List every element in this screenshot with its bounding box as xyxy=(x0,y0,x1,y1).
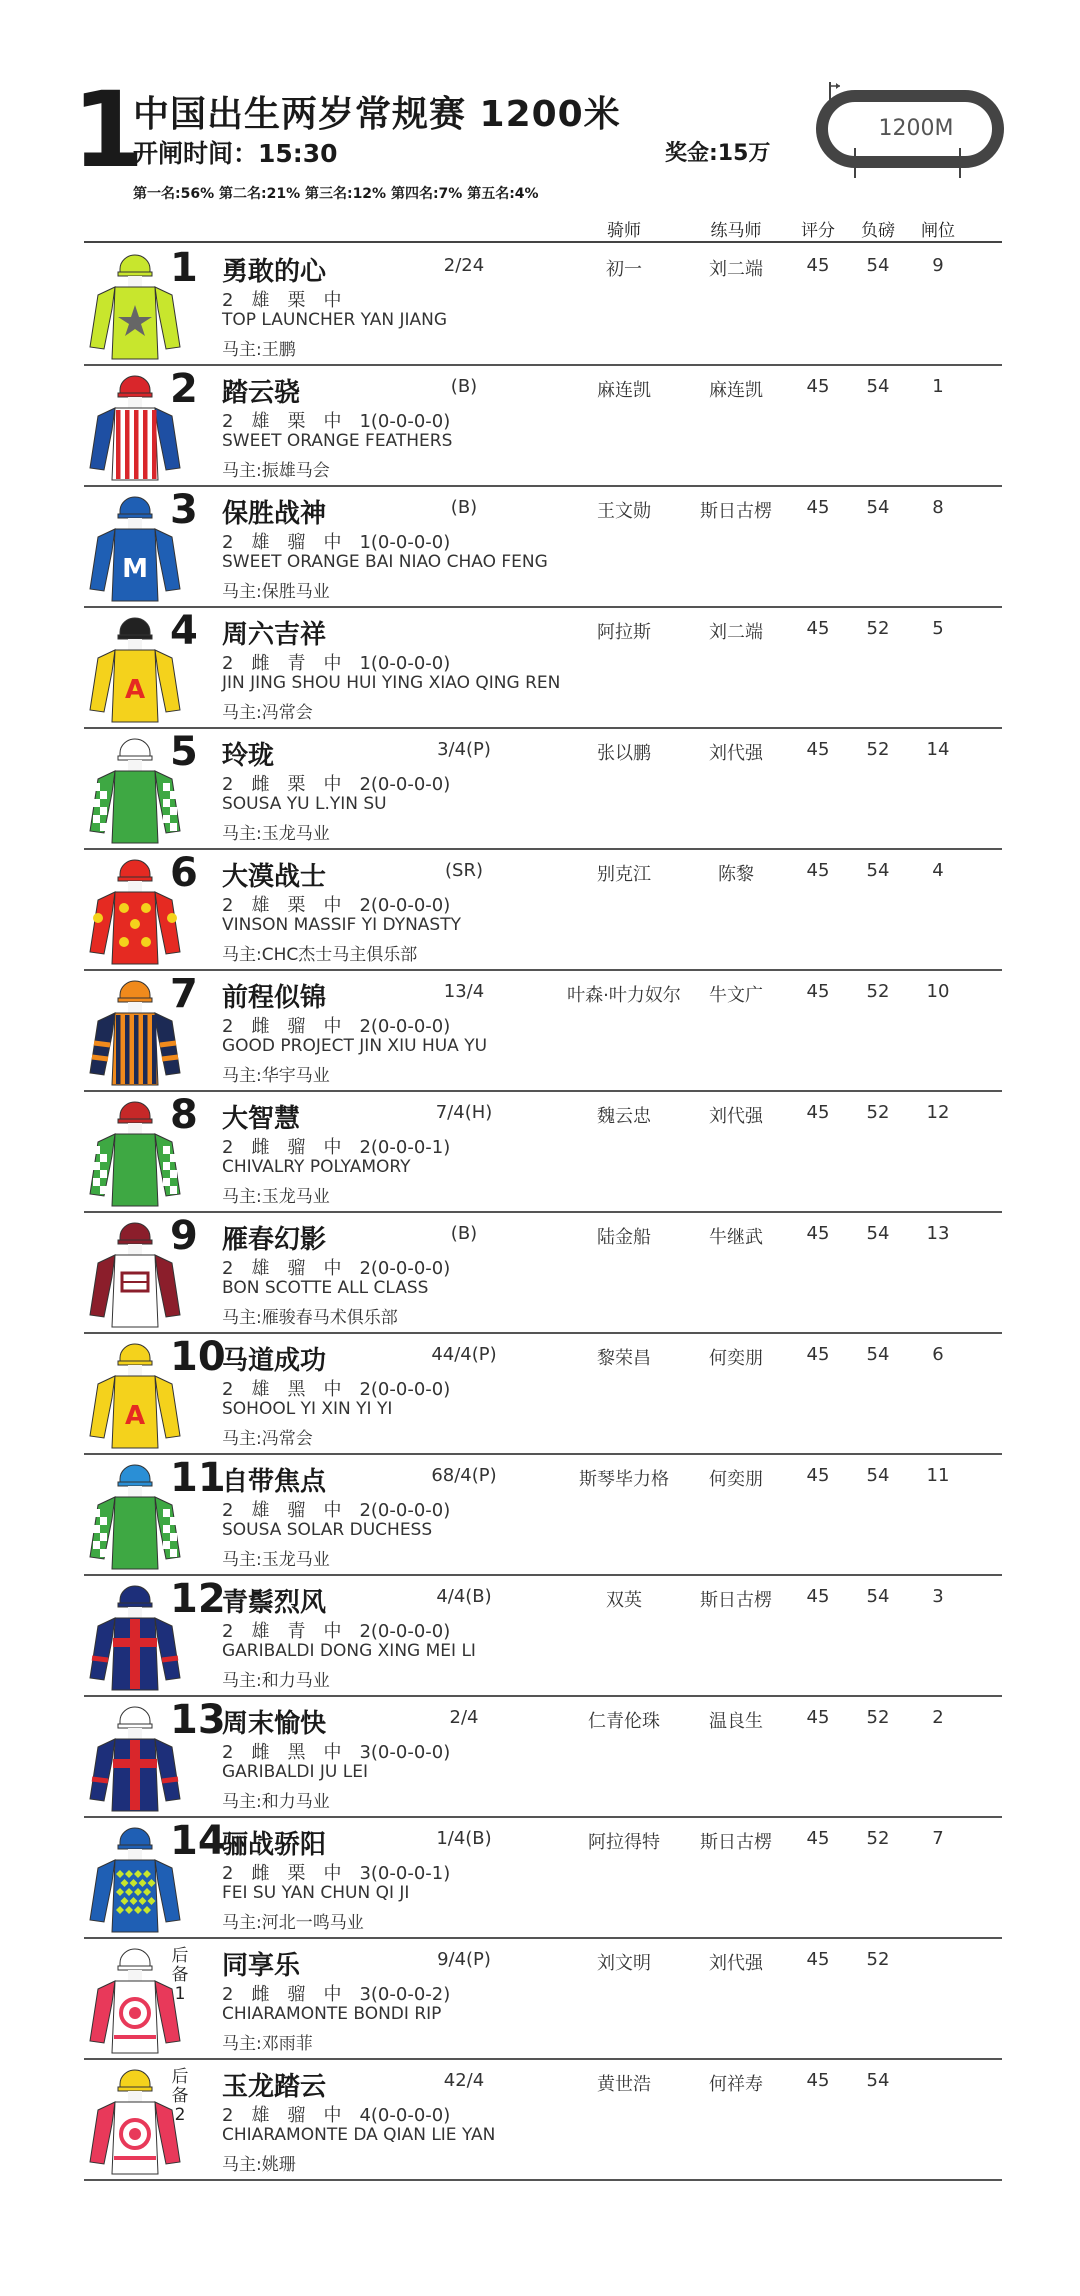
column-header-trainer: 练马师 xyxy=(710,221,762,241)
horse-name: 大智慧 xyxy=(222,1104,301,1134)
horse-number: 9 xyxy=(170,1213,198,1259)
horse-pedigree: FEI SU YAN CHUN QI JI xyxy=(222,1883,410,1903)
weight-cell: 54 xyxy=(866,2070,890,2091)
horse-tag: 68/4(P) xyxy=(431,1465,497,1486)
rating-cell: 45 xyxy=(806,1102,830,1123)
horse-stats: 2 雄 栗 中 xyxy=(222,290,342,311)
win-percentage-line: 第一名:56% 第二名:21% 第三名:12% 第四名:7% 第五名:4% xyxy=(133,186,539,202)
jockey-cell: 黎荣昌 xyxy=(597,1348,651,1369)
horse-pedigree: SOUSA SOLAR DUCHESS xyxy=(222,1520,433,1540)
horse-owner: 马主:玉龙马业 xyxy=(222,824,330,844)
horse-stats: 2 雌 栗 中 3(0-0-0-1) xyxy=(222,1863,451,1884)
race-entry-row xyxy=(84,1816,1002,1939)
start-time: 开闸时间：15:30 xyxy=(133,139,338,168)
horse-stats: 2 雌 骝 中 2(0-0-0-1) xyxy=(222,1137,451,1158)
horse-owner: 马主:姚珊 xyxy=(222,2155,296,2175)
horse-number: 12 xyxy=(170,1576,226,1622)
race-entry-row xyxy=(84,485,1002,608)
race-entry-row xyxy=(84,1937,1002,2060)
horse-owner: 马主:王鹏 xyxy=(222,340,296,360)
horse-tag: (B) xyxy=(450,376,478,397)
horse-tag: (B) xyxy=(450,497,478,518)
draw-cell: 11 xyxy=(926,1465,950,1486)
horse-number: 11 xyxy=(170,1455,226,1501)
race-entry-row xyxy=(84,1574,1002,1697)
race-number: 1 xyxy=(72,69,145,191)
draw-cell: 4 xyxy=(932,860,944,881)
race-entry-row xyxy=(84,1211,1002,1334)
jockey-cell: 阿拉得特 xyxy=(588,1832,660,1853)
weight-cell: 52 xyxy=(866,1949,890,1970)
horse-name: 骊战骄阳 xyxy=(222,1830,327,1860)
race-title: 中国出生两岁常规赛 1200米 xyxy=(133,94,621,135)
horse-pedigree: TOP LAUNCHER YAN JIANG xyxy=(222,310,448,330)
race-entry-row xyxy=(84,1090,1002,1213)
horse-tag: 13/4 xyxy=(443,981,485,1002)
rating-cell: 45 xyxy=(806,2070,830,2091)
reserve-label: 后备1 xyxy=(171,1946,189,2004)
horse-tag: 2/4 xyxy=(449,1707,479,1728)
horse-owner: 马主:保胜马业 xyxy=(222,582,330,602)
horse-owner: 马主:和力马业 xyxy=(222,1792,330,1812)
race-entry-row xyxy=(84,364,1002,487)
horse-owner: 马主:CHC杰士马主俱乐部 xyxy=(222,945,418,965)
weight-cell: 54 xyxy=(866,255,890,276)
horse-name: 前程似锦 xyxy=(222,983,327,1013)
jockey-cell: 黄世浩 xyxy=(597,2074,651,2095)
horse-stats: 2 雄 骝 中 1(0-0-0-0) xyxy=(222,532,451,553)
horse-tag: 7/4(H) xyxy=(435,1102,493,1123)
rating-cell: 45 xyxy=(806,1465,830,1486)
rating-cell: 45 xyxy=(806,860,830,881)
horse-tag: 42/4 xyxy=(443,2070,485,2091)
horse-name: 大漠战士 xyxy=(222,862,327,892)
horse-pedigree: SWEET ORANGE BAI NIAO CHAO FENG xyxy=(222,552,548,572)
horse-stats: 2 雄 黑 中 2(0-0-0-0) xyxy=(222,1379,451,1400)
jockey-cell: 斯琴毕力格 xyxy=(579,1469,669,1490)
rating-cell: 45 xyxy=(806,1828,830,1849)
horse-name: 保胜战神 xyxy=(222,499,327,529)
column-header-weight: 负磅 xyxy=(861,221,895,241)
race-entry-row xyxy=(84,727,1002,850)
draw-cell: 7 xyxy=(932,1828,944,1849)
horse-number: 3 xyxy=(170,487,198,533)
weight-cell: 52 xyxy=(866,739,890,760)
weight-cell: 54 xyxy=(866,497,890,518)
horse-number: 14 xyxy=(170,1818,226,1864)
horse-stats: 2 雌 骝 中 2(0-0-0-0) xyxy=(222,1016,451,1037)
horse-tag: 4/4(B) xyxy=(436,1586,492,1607)
race-entry-row xyxy=(84,1332,1002,1455)
horse-name: 雁春幻影 xyxy=(222,1225,327,1255)
weight-cell: 52 xyxy=(866,1102,890,1123)
draw-cell: 14 xyxy=(926,739,950,760)
horse-tag: 1/4(B) xyxy=(436,1828,492,1849)
jockey-cell: 魏云忠 xyxy=(597,1106,651,1127)
horse-pedigree: GARIBALDI DONG XING MEI LI xyxy=(222,1641,476,1661)
horse-stats: 2 雌 青 中 1(0-0-0-0) xyxy=(222,653,451,674)
race-entry-row xyxy=(84,2058,1002,2181)
column-header-rating: 评分 xyxy=(801,221,835,241)
rating-cell: 45 xyxy=(806,1949,830,1970)
horse-pedigree: CHIARAMONTE DA QIAN LIE YAN xyxy=(222,2125,496,2145)
prize-money: 奖金:15万 xyxy=(665,141,771,166)
trainer-cell: 刘代强 xyxy=(709,1106,763,1127)
draw-cell: 6 xyxy=(932,1344,944,1365)
horse-pedigree: VINSON MASSIF YI DYNASTY xyxy=(222,915,461,935)
trainer-cell: 刘二端 xyxy=(709,622,763,643)
column-header-jockey: 骑师 xyxy=(607,221,641,241)
horse-owner: 马主:冯常会 xyxy=(222,703,313,723)
rating-cell: 45 xyxy=(806,1344,830,1365)
reserve-label: 后备2 xyxy=(171,2067,189,2125)
weight-cell: 54 xyxy=(866,1223,890,1244)
horse-name: 自带焦点 xyxy=(222,1467,327,1497)
horse-stats: 2 雄 骝 中 2(0-0-0-0) xyxy=(222,1258,451,1279)
rating-cell: 45 xyxy=(806,1223,830,1244)
horse-owner: 马主:华宇马业 xyxy=(222,1066,330,1086)
distance-badge: 1200M xyxy=(878,116,954,141)
horse-stats: 2 雄 栗 中 2(0-0-0-0) xyxy=(222,895,451,916)
race-entry-row xyxy=(84,1453,1002,1576)
jockey-cell: 阿拉斯 xyxy=(597,622,651,643)
race-entry-row xyxy=(84,1695,1002,1818)
horse-pedigree: JIN JING SHOU HUI YING XIAO QING REN xyxy=(222,673,561,693)
horse-owner: 马主:邓雨菲 xyxy=(222,2034,313,2054)
race-entry-row xyxy=(84,848,1002,971)
trainer-cell: 牛继武 xyxy=(709,1227,763,1248)
horse-tag: 44/4(P) xyxy=(431,1344,497,1365)
horse-name: 玲珑 xyxy=(222,741,275,771)
horse-number: 1 xyxy=(170,245,198,291)
rating-cell: 45 xyxy=(806,1707,830,1728)
horse-number: 2 xyxy=(170,366,198,412)
trainer-cell: 刘二端 xyxy=(709,259,763,280)
horse-tag: 9/4(P) xyxy=(437,1949,491,1970)
horse-number: 13 xyxy=(170,1697,226,1743)
horse-name: 马道成功 xyxy=(222,1346,327,1376)
trainer-cell: 陈黎 xyxy=(718,864,754,885)
horse-pedigree: GARIBALDI JU LEI xyxy=(222,1762,368,1782)
jockey-cell: 双英 xyxy=(606,1590,642,1611)
race-entry-row xyxy=(84,969,1002,1092)
horse-number: 10 xyxy=(170,1334,226,1380)
jockey-cell: 张以鹏 xyxy=(597,743,651,764)
horse-owner: 马主:振雄马会 xyxy=(222,461,330,481)
horse-stats: 2 雌 栗 中 2(0-0-0-0) xyxy=(222,774,451,795)
column-header-draw: 闸位 xyxy=(921,221,955,241)
draw-cell: 12 xyxy=(926,1102,950,1123)
horse-name: 踏云骁 xyxy=(222,378,301,408)
jockey-cell: 刘文明 xyxy=(597,1953,651,1974)
trainer-cell: 何奕朋 xyxy=(709,1469,763,1490)
horse-number: 6 xyxy=(170,850,198,896)
horse-stats: 2 雄 骝 中 4(0-0-0-0) xyxy=(222,2105,451,2126)
horse-tag: (B) xyxy=(450,1223,478,1244)
draw-cell: 5 xyxy=(932,618,944,639)
horse-tag: 3/4(P) xyxy=(437,739,491,760)
horse-stats: 2 雄 青 中 2(0-0-0-0) xyxy=(222,1621,451,1642)
horse-pedigree: SOUSA YU L.YIN SU xyxy=(222,794,387,814)
horse-owner: 马主:和力马业 xyxy=(222,1671,330,1691)
trainer-cell: 刘代强 xyxy=(709,1953,763,1974)
horse-pedigree: GOOD PROJECT JIN XIU HUA YU xyxy=(222,1036,488,1056)
jockey-cell: 初一 xyxy=(606,259,642,280)
weight-cell: 54 xyxy=(866,860,890,881)
horse-pedigree: SWEET ORANGE FEATHERS xyxy=(222,431,453,451)
horse-pedigree: CHIVALRY POLYAMORY xyxy=(222,1157,411,1177)
weight-cell: 52 xyxy=(866,1828,890,1849)
horse-number: 4 xyxy=(170,608,198,654)
horse-name: 同享乐 xyxy=(222,1951,301,1981)
rating-cell: 45 xyxy=(806,1586,830,1607)
rating-cell: 45 xyxy=(806,255,830,276)
horse-stats: 2 雄 栗 中 1(0-0-0-0) xyxy=(222,411,451,432)
horse-owner: 马主:冯常会 xyxy=(222,1429,313,1449)
trainer-cell: 斯日古楞 xyxy=(700,1590,772,1611)
horse-owner: 马主:河北一鸣马业 xyxy=(222,1913,364,1933)
jockey-cell: 叶森·叶力奴尔 xyxy=(567,985,681,1006)
rating-cell: 45 xyxy=(806,739,830,760)
race-entry-row xyxy=(84,243,1002,366)
horse-number: 5 xyxy=(170,729,198,775)
horse-owner: 马主:玉龙马业 xyxy=(222,1550,330,1570)
horse-pedigree: SOHOOL YI XIN YI YI xyxy=(222,1399,393,1419)
jockey-cell: 别克江 xyxy=(597,864,651,885)
horse-owner: 马主:玉龙马业 xyxy=(222,1187,330,1207)
trainer-cell: 斯日古楞 xyxy=(700,1832,772,1853)
horse-name: 玉龙踏云 xyxy=(222,2072,327,2102)
horse-name: 周六吉祥 xyxy=(222,620,327,650)
rating-cell: 45 xyxy=(806,618,830,639)
horse-name: 青鬃烈风 xyxy=(222,1588,327,1618)
svg-text:M: M xyxy=(122,554,148,584)
draw-cell: 8 xyxy=(932,497,944,518)
trainer-cell: 温良生 xyxy=(709,1711,763,1732)
horse-owner: 马主:雁骏春马术俱乐部 xyxy=(222,1308,398,1328)
svg-text:A: A xyxy=(124,675,146,705)
race-entry-row xyxy=(84,606,1002,729)
trainer-cell: 刘代强 xyxy=(709,743,763,764)
trainer-cell: 斯日古楞 xyxy=(700,501,772,522)
svg-text:A: A xyxy=(124,1401,146,1431)
jockey-cell: 麻连凯 xyxy=(597,380,651,401)
weight-cell: 54 xyxy=(866,1465,890,1486)
horse-stats: 2 雌 黑 中 3(0-0-0-0) xyxy=(222,1742,451,1763)
draw-cell: 3 xyxy=(932,1586,944,1607)
jockey-cell: 王文勋 xyxy=(597,501,651,522)
horse-name: 周末愉快 xyxy=(222,1709,327,1739)
draw-cell: 13 xyxy=(926,1223,950,1244)
draw-cell: 9 xyxy=(932,255,944,276)
rating-cell: 45 xyxy=(806,981,830,1002)
jockey-cell: 仁青伦珠 xyxy=(588,1711,660,1732)
trainer-cell: 何奕朋 xyxy=(709,1348,763,1369)
weight-cell: 54 xyxy=(866,1586,890,1607)
horse-number: 8 xyxy=(170,1092,198,1138)
weight-cell: 52 xyxy=(866,618,890,639)
horse-name: 勇敢的心 xyxy=(222,257,327,287)
horse-stats: 2 雄 骝 中 2(0-0-0-0) xyxy=(222,1500,451,1521)
rating-cell: 45 xyxy=(806,497,830,518)
trainer-cell: 何祥寿 xyxy=(709,2074,763,2095)
draw-cell: 1 xyxy=(932,376,944,397)
weight-cell: 52 xyxy=(866,1707,890,1728)
horse-stats: 2 雌 骝 中 3(0-0-0-2) xyxy=(222,1984,451,2005)
weight-cell: 52 xyxy=(866,981,890,1002)
horse-pedigree: CHIARAMONTE BONDI RIP xyxy=(222,2004,442,2024)
horse-number: 7 xyxy=(170,971,198,1017)
trainer-cell: 麻连凯 xyxy=(709,380,763,401)
trainer-cell: 牛文广 xyxy=(709,985,763,1006)
weight-cell: 54 xyxy=(866,376,890,397)
horse-tag: (SR) xyxy=(445,860,483,881)
horse-pedigree: BON SCOTTE ALL CLASS xyxy=(222,1278,429,1298)
horse-tag: 2/24 xyxy=(443,255,485,276)
draw-cell: 10 xyxy=(926,981,950,1002)
draw-cell: 2 xyxy=(932,1707,944,1728)
weight-cell: 54 xyxy=(866,1344,890,1365)
jockey-cell: 陆金船 xyxy=(597,1227,651,1248)
rating-cell: 45 xyxy=(806,376,830,397)
